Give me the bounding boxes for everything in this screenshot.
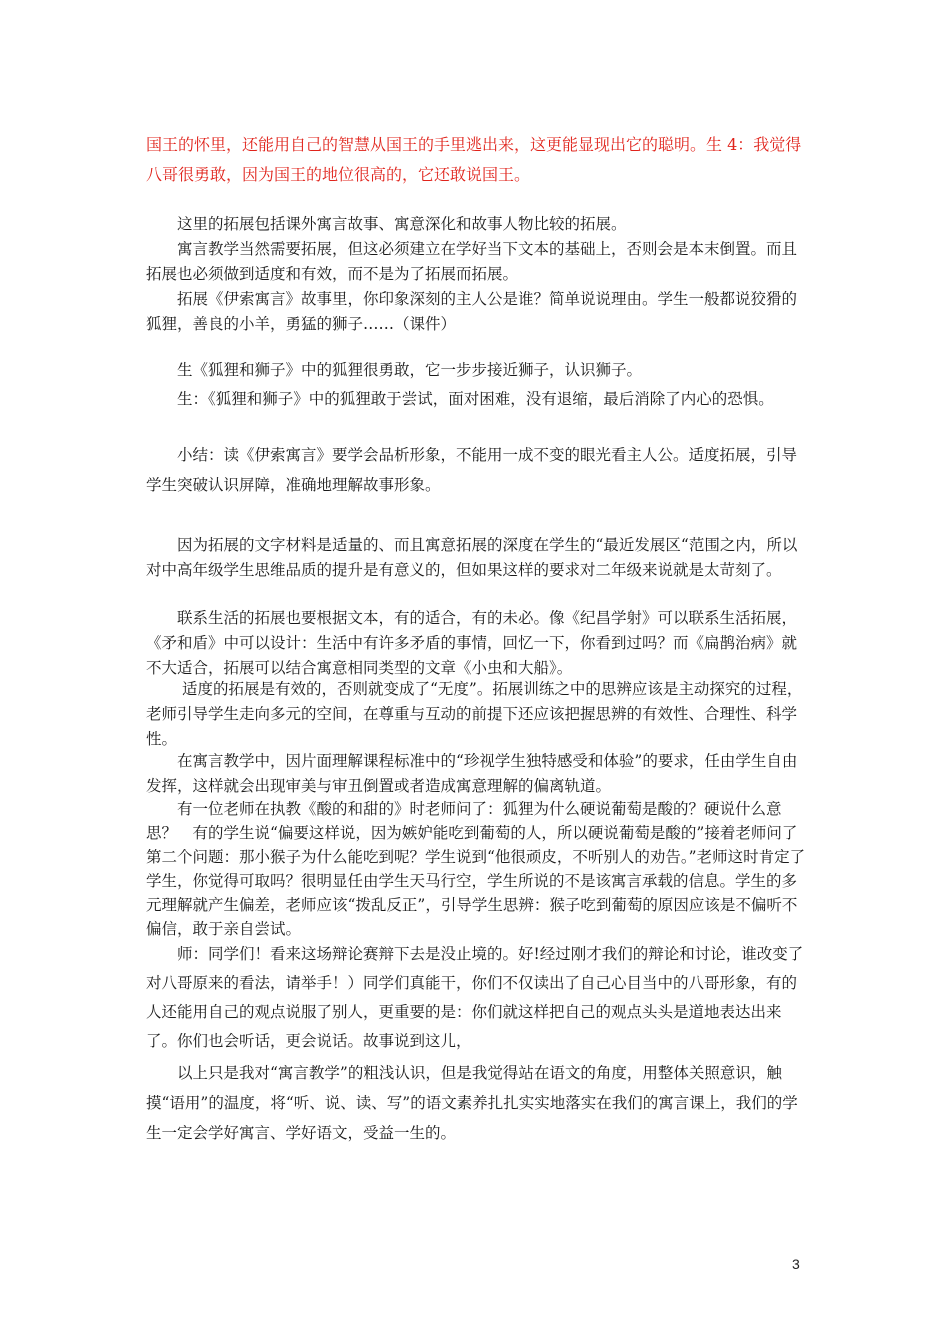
paragraph-fable-extension: 寓言教学当然需要拓展，但这必须建立在学好当下文本的基础上，否则会是本末倒置。而且拓展也必须做到适度和有效，而不是为了拓展而拓展。	[146, 240, 798, 283]
paragraph-zone-development: 因为拓展的文字材料是适量的、而且寓意拓展的深度在学生的“最近发展区“范围之内，所以对中高年级学生思维品质的提升是有意义的，但如果这样的要求对二年级来说就是太苛刻了。	[146, 536, 798, 579]
paragraph-teacher-debate: 师：同学们！看来这场辩论赛辩下去是没止境的。好!经过刚才我们的辩论和讨论，谁改变了对八哥原来的看法，请举手！）同学们真能干，你们不仅读出了自己心目当中的八哥形象，有的人还能用自己的观点说服了别人，更重要的是：你们就这样把自己的观点头头是道地表达出来了。你们也会听话，更会说话。故事说到这儿，	[146, 945, 804, 1050]
paragraph-student-answer-2: 生：《狐狸和狮子》中的狐狸敢于尝试，面对困难，没有退缩，最后消除了内心的恐惧。	[177, 390, 774, 408]
paragraph-conclusion: 以上只是我对“寓言教学”的粗浅认识，但是我觉得站在语文的角度，用整体关照意识，触摸“语用”的温度，将“听、说、读、写”的语文素养扎扎实实地落实在我们的寓言课上，我们的学生一定会学好寓言、学好语文，受益一生的。	[146, 1064, 798, 1142]
paragraph-summary: 小结：读《伊索寓言》要学会品析形象，不能用一成不变的眼光看主人公。适度拓展，引导学生突破认识屏障，准确地理解故事形象。	[146, 446, 798, 494]
paragraph-student-answer-1: 生《狐狸和狮子》中的狐狸很勇敢，它一步步接近狮子，认识狮子。	[177, 361, 643, 379]
paragraph-teacher-example: 有一位老师在执教《酸的和甜的》时老师问了：狐狸为什么硬说葡萄是酸的？硬说什么意思？ 有的学生说“偏要这样说，因为嫉妒能吃到葡萄的人，所以硬说葡萄是酸的”接着老师问了第二个问题：那小猴子为什么能吃到呢？学生说到“他很顽皮，不听别人的劝告。”老师这时肯定了学生，你觉得可取吗？很明显任由学生天马行空，学生所说的不是该寓言承载的信息。学生的多元理解就产生偏差，老师应该“拨乱反正”，引导学生思辨：猴子吃到葡萄的原因应该是不偏听不偏信，敢于亲自尝试。	[146, 800, 806, 938]
paragraph-life-connection: 联系生活的拓展也要根据文本，有的适合，有的未必。像《纪昌学射》可以联系生活拓展，《矛和盾》中可以设计：生活中有许多矛盾的事情，回忆一下，你看到过吗？而《扁鹊治病》就不大适合，拓展可以结合寓意相同类型的文章《小虫和大船》。	[146, 609, 798, 677]
paragraph-moderate-extension: 适度的拓展是有效的，否则就变成了“无度”。拓展训练之中的思辨应该是主动探究的过程，老师引导学生走向多元的空间，在尊重与互动的前提下还应该把握思辨的有效性、合理性、科学性。	[146, 680, 803, 748]
paragraph-aesop-extension: 拓展《伊索寓言》故事里，你印象深刻的主人公是谁？简单说说理由。学生一般都说狡猾的狐狸，善良的小羊，勇猛的狮子……（课件）	[146, 290, 798, 333]
paragraph-extension-types: 这里的拓展包括课外寓言故事、寓意深化和故事人物比较的拓展。	[177, 215, 627, 233]
paragraph-curriculum-standard: 在寓言教学中，因片面理解课程标准中的“珍视学生独特感受和体验”的要求，任由学生自由发挥，这样就会出现审美与审丑倒置或者造成寓意理解的偏离轨道。	[146, 752, 798, 795]
page-number: 3	[792, 1256, 800, 1272]
highlighted-paragraph: 国王的怀里，还能用自己的智慧从国王的手里逃出来，这更能显现出它的聪明。生 4：我觉得八哥很勇敢，因为国王的地位很高的，它还敢说国王。	[146, 135, 802, 184]
